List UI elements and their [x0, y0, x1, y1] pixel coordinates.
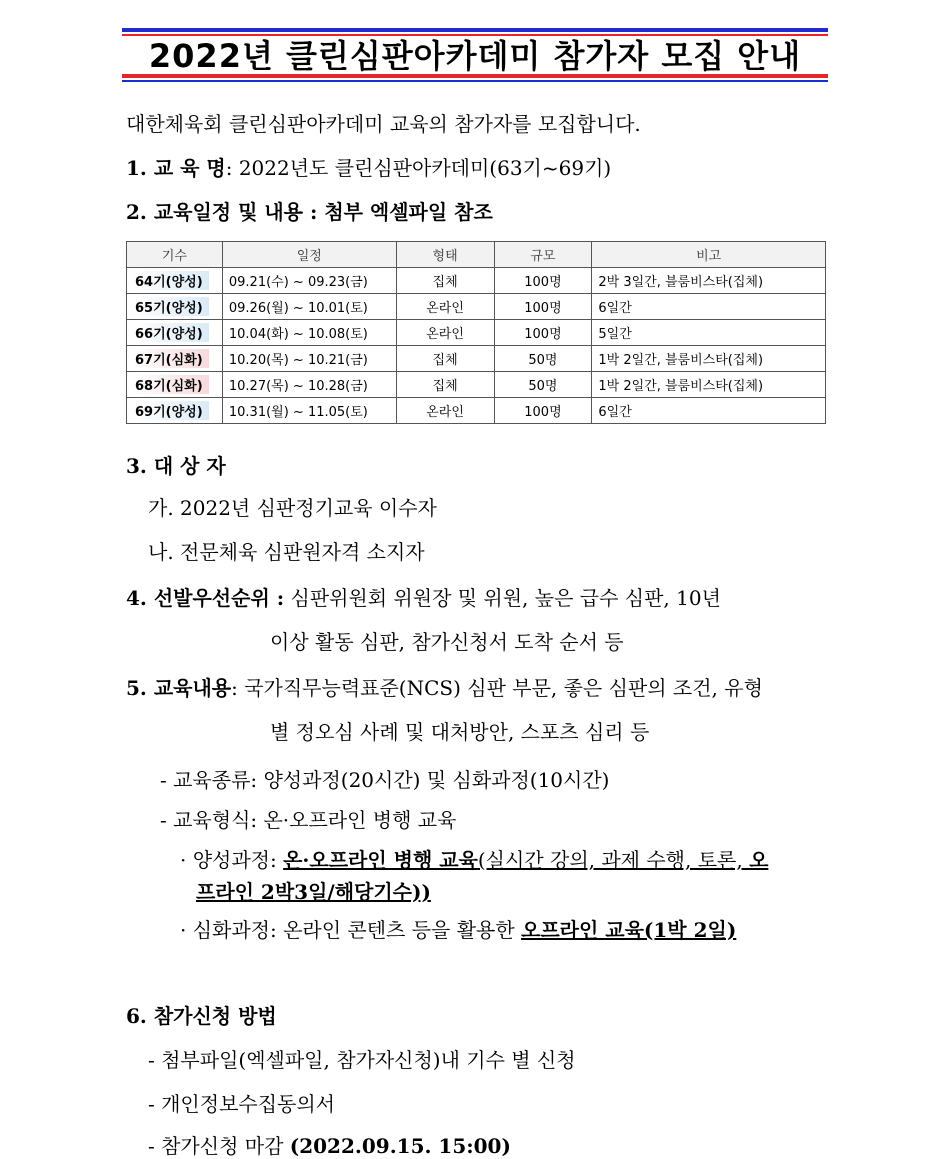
section-4-text-1: 심판위원회 위원장 및 위원, 높은 급수 심판, 10년 [290, 586, 721, 610]
table-row [127, 320, 826, 346]
section-1-label: 1. 교 육 명 [126, 156, 226, 180]
cell-date: 10.27(목) ~ 10.28(금) [222, 372, 396, 398]
cell-gisu [127, 294, 223, 320]
cell-gisu [127, 268, 223, 294]
section-6-item-b: - 개인정보수집동의서 [148, 1092, 335, 1116]
cell-date: 10.04(화) ~ 10.08(토) [222, 320, 396, 346]
section-1-text: : 2022년도 클린심판아카데미(63기~69기) [225, 156, 612, 180]
intro-text: 대한체육회 클린심판아카데미 교육의 참가자를 모집합니다. [126, 112, 641, 136]
yang-prefix: · 양성과정: [180, 848, 284, 872]
header-note: 비고 [592, 242, 826, 268]
cell-type: 온라인 [396, 294, 494, 320]
cell-note: 5일간 [592, 320, 826, 346]
section-4-line-2: 이상 활동 심판, 참가신청서 도착 순서 등 [270, 630, 624, 654]
cell-gisu [127, 346, 223, 372]
cell-size: 100명 [494, 294, 592, 320]
section-6-label: 6. 참가신청 방법 [126, 1004, 277, 1028]
section-5-sim [180, 914, 736, 943]
schedule-table [126, 241, 826, 424]
sim-prefix: · 심화과정: 온라인 콘텐츠 등을 활용한 [180, 918, 522, 942]
table-row [127, 346, 826, 372]
section-5-line-2: 별 정오심 사례 및 대처방안, 스포츠 심리 등 [270, 720, 650, 744]
section-5-text-1: : 국가직무능력표준(NCS) 심판 부문, 좋은 심판의 조건, 유형 [231, 676, 763, 700]
cell-size: 100명 [494, 268, 592, 294]
header-size: 규모 [494, 242, 592, 268]
cell-gisu [127, 372, 223, 398]
cell-note: 1박 2일간, 블룸비스타(집체) [592, 346, 826, 372]
section-5-line-1 [126, 672, 763, 701]
section-5-yang-line-1 [180, 844, 768, 873]
gisu-label: 66기(양성) [133, 323, 209, 342]
section-3-item-b: 나. 전문체육 심판원자격 소지자 [148, 540, 425, 564]
section-4-line-1 [126, 582, 721, 611]
gisu-label: 64기(양성) [133, 271, 209, 290]
page-title: 2022년 클린심판아카데미 참가자 모집 안내 [148, 37, 802, 75]
section-6-item-a: - 첨부파일(엑셀파일, 참가자신청)내 기수 별 신청 [148, 1048, 576, 1072]
cell-type: 온라인 [396, 398, 494, 424]
cell-date: 10.20(목) ~ 10.21(금) [222, 346, 396, 372]
table-row [127, 268, 826, 294]
table-row [127, 294, 826, 320]
cell-type: 집체 [396, 346, 494, 372]
cell-gisu [127, 398, 223, 424]
gisu-label: 68기(심화) [133, 375, 209, 394]
section-1 [126, 152, 611, 181]
cell-size: 100명 [494, 398, 592, 424]
yang-bold-2: 오 [749, 848, 769, 872]
cell-type: 집체 [396, 268, 494, 294]
header-type: 형태 [396, 242, 494, 268]
cell-type: 집체 [396, 372, 494, 398]
cell-type: 온라인 [396, 320, 494, 346]
cell-note: 6일간 [592, 398, 826, 424]
section-5-yang-line-2: 프라인 2박3일/해당기수)) [196, 880, 431, 904]
sim-bold: 오프라인 교육(1박 2일) [521, 918, 737, 942]
section-5-kind: - 교육종류: 양성과정(20시간) 및 심화과정(10시간) [160, 768, 610, 792]
cell-date: 10.31(월) ~ 11.05(토) [222, 398, 396, 424]
cell-size: 50명 [494, 346, 592, 372]
deadline-date: (2022.09.15. 15:00) [289, 1134, 511, 1158]
section-3-label: 3. 대 상 자 [126, 454, 226, 478]
section-6-item-c [148, 1130, 511, 1159]
table-header-row [127, 242, 826, 268]
cell-gisu [127, 320, 223, 346]
section-4-label: 4. 선발우선순위 : [126, 586, 285, 610]
deadline-prefix: - 참가신청 마감 [148, 1134, 284, 1158]
section-2-label: 2. 교육일정 및 내용 : 첨부 엑셀파일 참조 [126, 200, 493, 224]
gisu-label: 65기(양성) [133, 297, 209, 316]
cell-date: 09.21(수) ~ 09.23(금) [222, 268, 396, 294]
section-5-form: - 교육형식: 온·오프라인 병행 교육 [160, 808, 457, 832]
yang-rest: (실시간 강의, 과제 수행, 토론, [477, 848, 750, 872]
gisu-label: 67기(심화) [133, 349, 209, 368]
cell-note: 1박 2일간, 블룸비스타(집체) [592, 372, 826, 398]
yang-bold: 온·오프라인 병행 교육 [283, 848, 478, 872]
header-gisu: 기수 [127, 242, 223, 268]
section-5-label: 5. 교육내용 [126, 676, 232, 700]
gisu-label: 69기(양성) [133, 401, 209, 420]
cell-date: 09.26(월) ~ 10.01(토) [222, 294, 396, 320]
header-date: 일정 [222, 242, 396, 268]
table-row [127, 372, 826, 398]
section-3-item-a: 가. 2022년 심판정기교육 이수자 [148, 496, 437, 520]
cell-size: 100명 [494, 320, 592, 346]
table-row [127, 398, 826, 424]
cell-note: 6일간 [592, 294, 826, 320]
cell-size: 50명 [494, 372, 592, 398]
cell-note: 2박 3일간, 블룸비스타(집체) [592, 268, 826, 294]
